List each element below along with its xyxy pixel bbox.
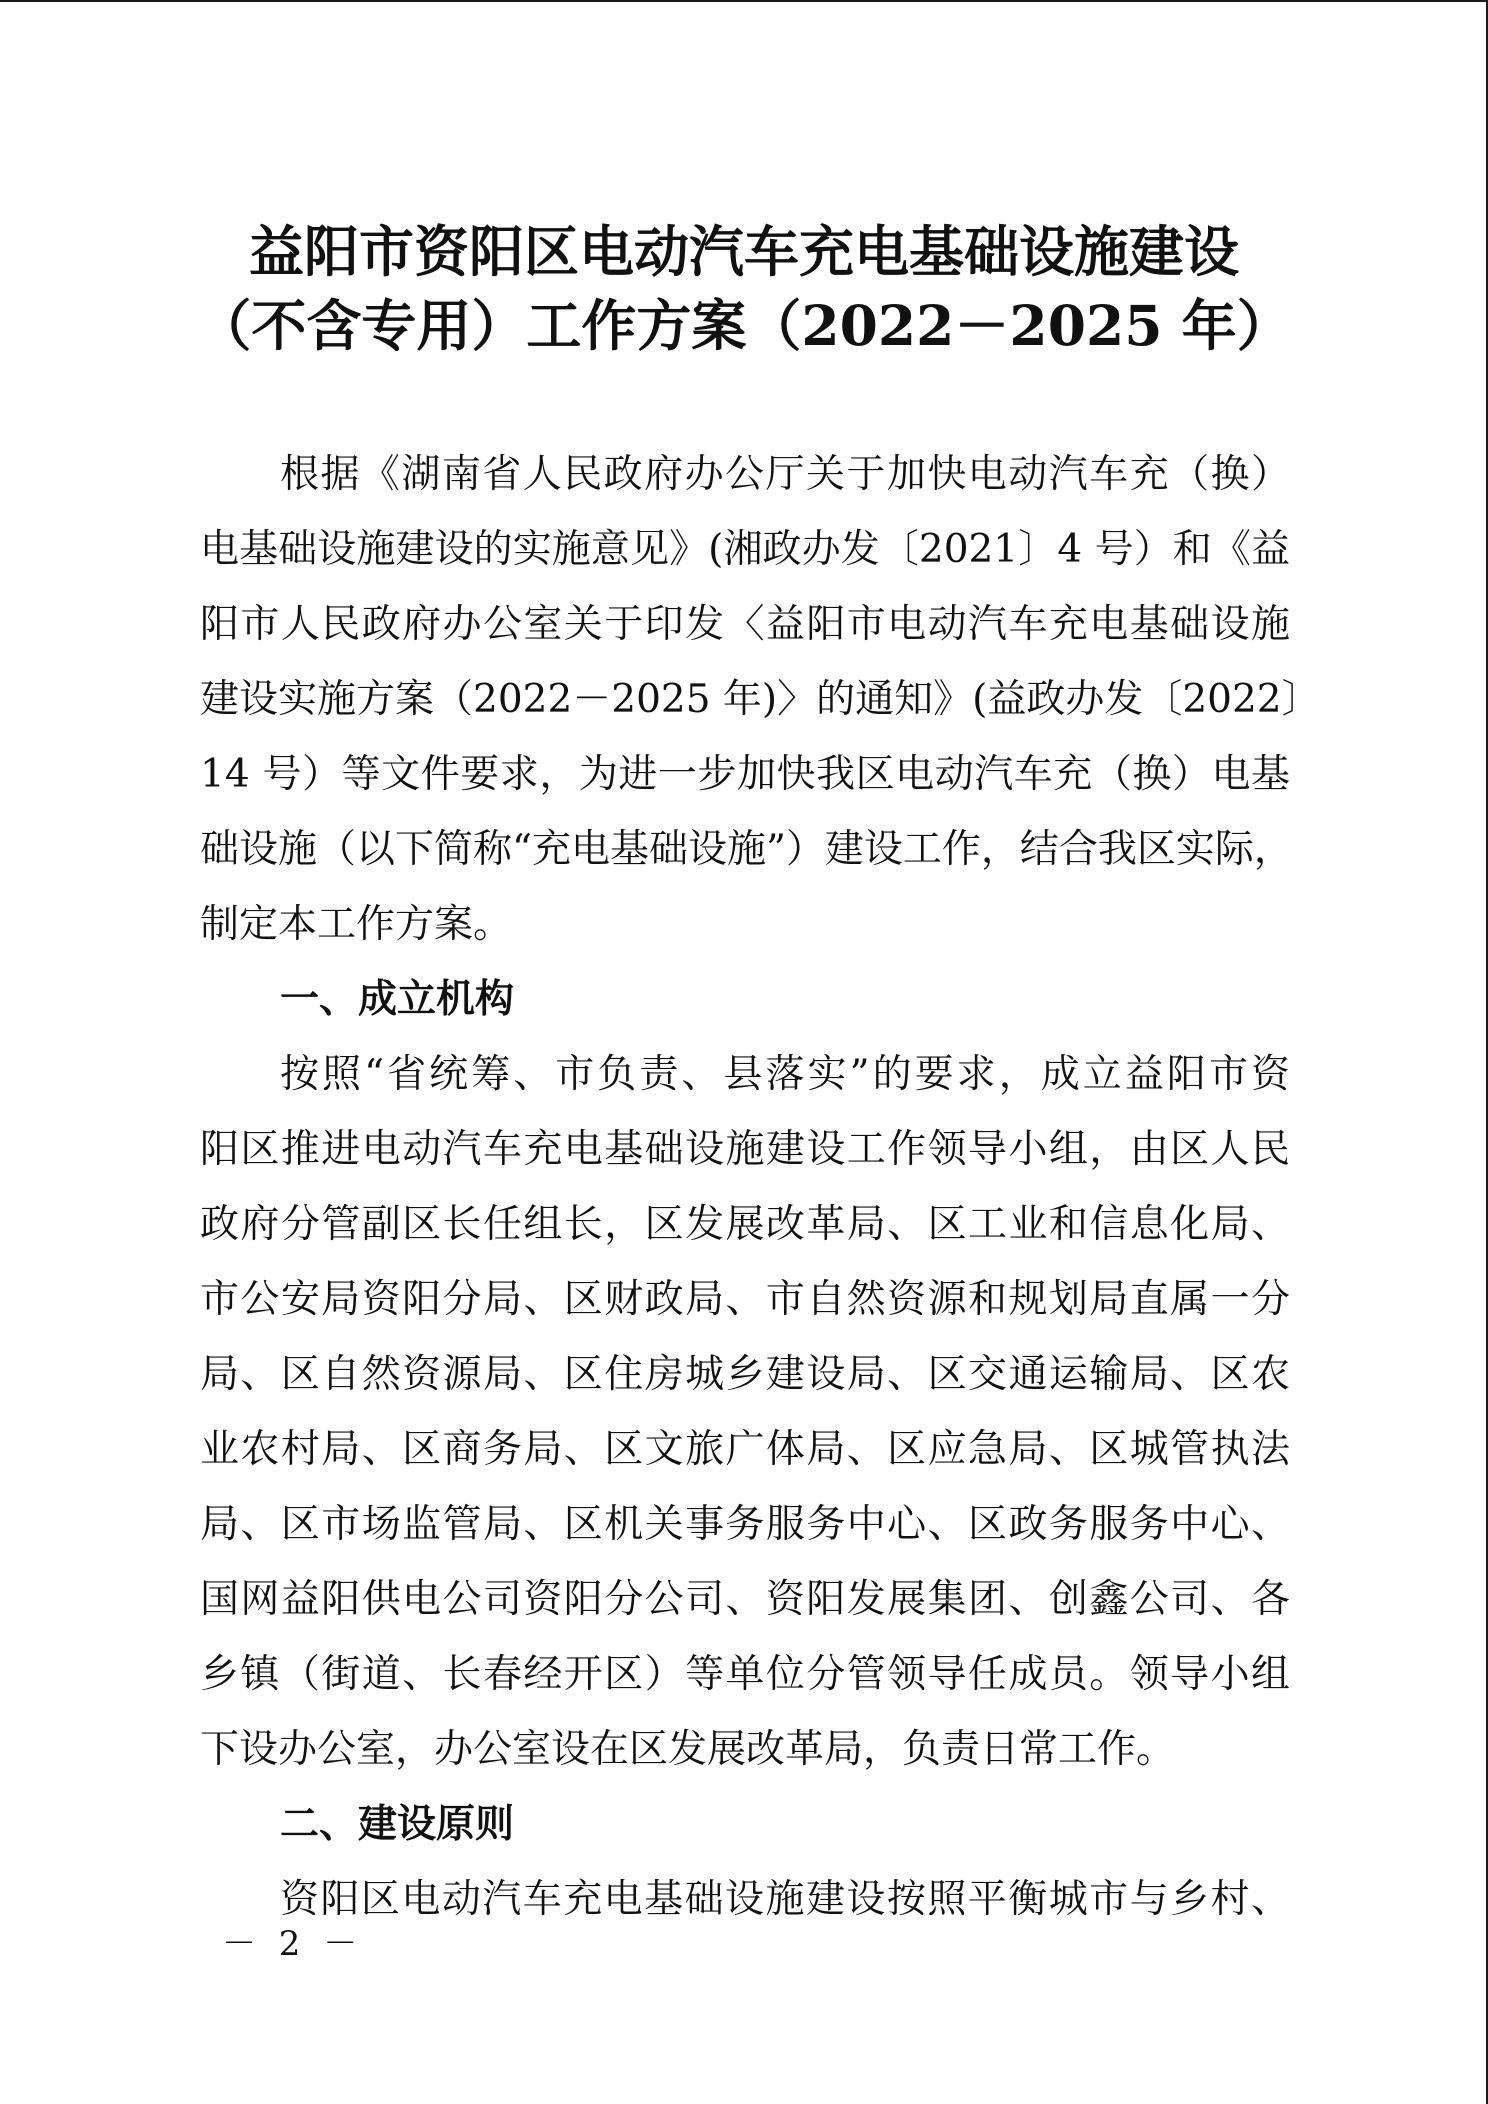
paragraph-1-line: 制定本工作方案。 — [200, 902, 513, 947]
paragraph-1-line: 根据《湖南省人民政府办公厅关于加快电动汽车充（换） — [280, 452, 1290, 497]
section-heading-1: 一、成立机构 — [280, 977, 515, 1022]
paragraph-2-line: 业农村局、区商务局、区文旅广体局、区应急局、区城管执法 — [200, 1427, 1290, 1472]
paragraph-2-line: 乡镇（街道、长春经开区）等单位分管领导任成员。领导小组 — [200, 1652, 1290, 1697]
paragraph-1-line: 电基础设施建设的实施意见》(湘政办发〔2021〕4 号）和《益 — [200, 527, 1290, 572]
paragraph-2-line: 政府分管副区长任组长，区发展改革局、区工业和信息化局、 — [200, 1202, 1290, 1247]
paragraph-2-line: 阳区推进电动汽车充电基础设施建设工作领导小组，由区人民 — [200, 1127, 1290, 1172]
page-number: － 2 － — [222, 1924, 364, 1964]
section-heading-2: 二、建设原则 — [280, 1802, 515, 1847]
paragraph-1-line: 础设施（以下简称“充电基础设施”）建设工作，结合我区实际， — [200, 827, 1293, 872]
paragraph-2-line: 局、区市场监管局、区机关事务服务中心、区政务服务中心、 — [200, 1502, 1290, 1547]
paragraph-1-line: 14 号）等文件要求，为进一步加快我区电动汽车充（换）电基 — [200, 752, 1290, 797]
scan-border-top — [0, 0, 1488, 2]
document-title-line-1: 益阳市资阳区电动汽车充电基础设施建设 — [248, 219, 1239, 284]
paragraph-2-line: 按照“省统筹、市负责、县落实”的要求，成立益阳市资 — [280, 1052, 1290, 1097]
paragraph-1-line: 建设实施方案（2022－2025 年)〉的通知》(益政办发〔2022〕 — [200, 677, 1321, 722]
paragraph-2-line: 下设办公室，办公室设在区发展改革局，负责日常工作。 — [200, 1727, 1176, 1772]
paragraph-2-line: 市公安局资阳分局、区财政局、市自然资源和规划局直属一分 — [200, 1277, 1290, 1322]
document-title-line-2: （不含专用）工作方案（2022－2025 年） — [196, 293, 1292, 358]
paragraph-1-line: 阳市人民政府办公室关于印发〈益阳市电动汽车充电基础设施 — [200, 602, 1290, 647]
paragraph-3-line: 资阳区电动汽车充电基础设施建设按照平衡城市与乡村、 — [280, 1877, 1290, 1922]
paragraph-2-line: 国网益阳供电公司资阳分公司、资阳发展集团、创鑫公司、各 — [200, 1577, 1290, 1622]
paragraph-2-line: 局、区自然资源局、区住房城乡建设局、区交通运输局、区农 — [200, 1352, 1290, 1397]
